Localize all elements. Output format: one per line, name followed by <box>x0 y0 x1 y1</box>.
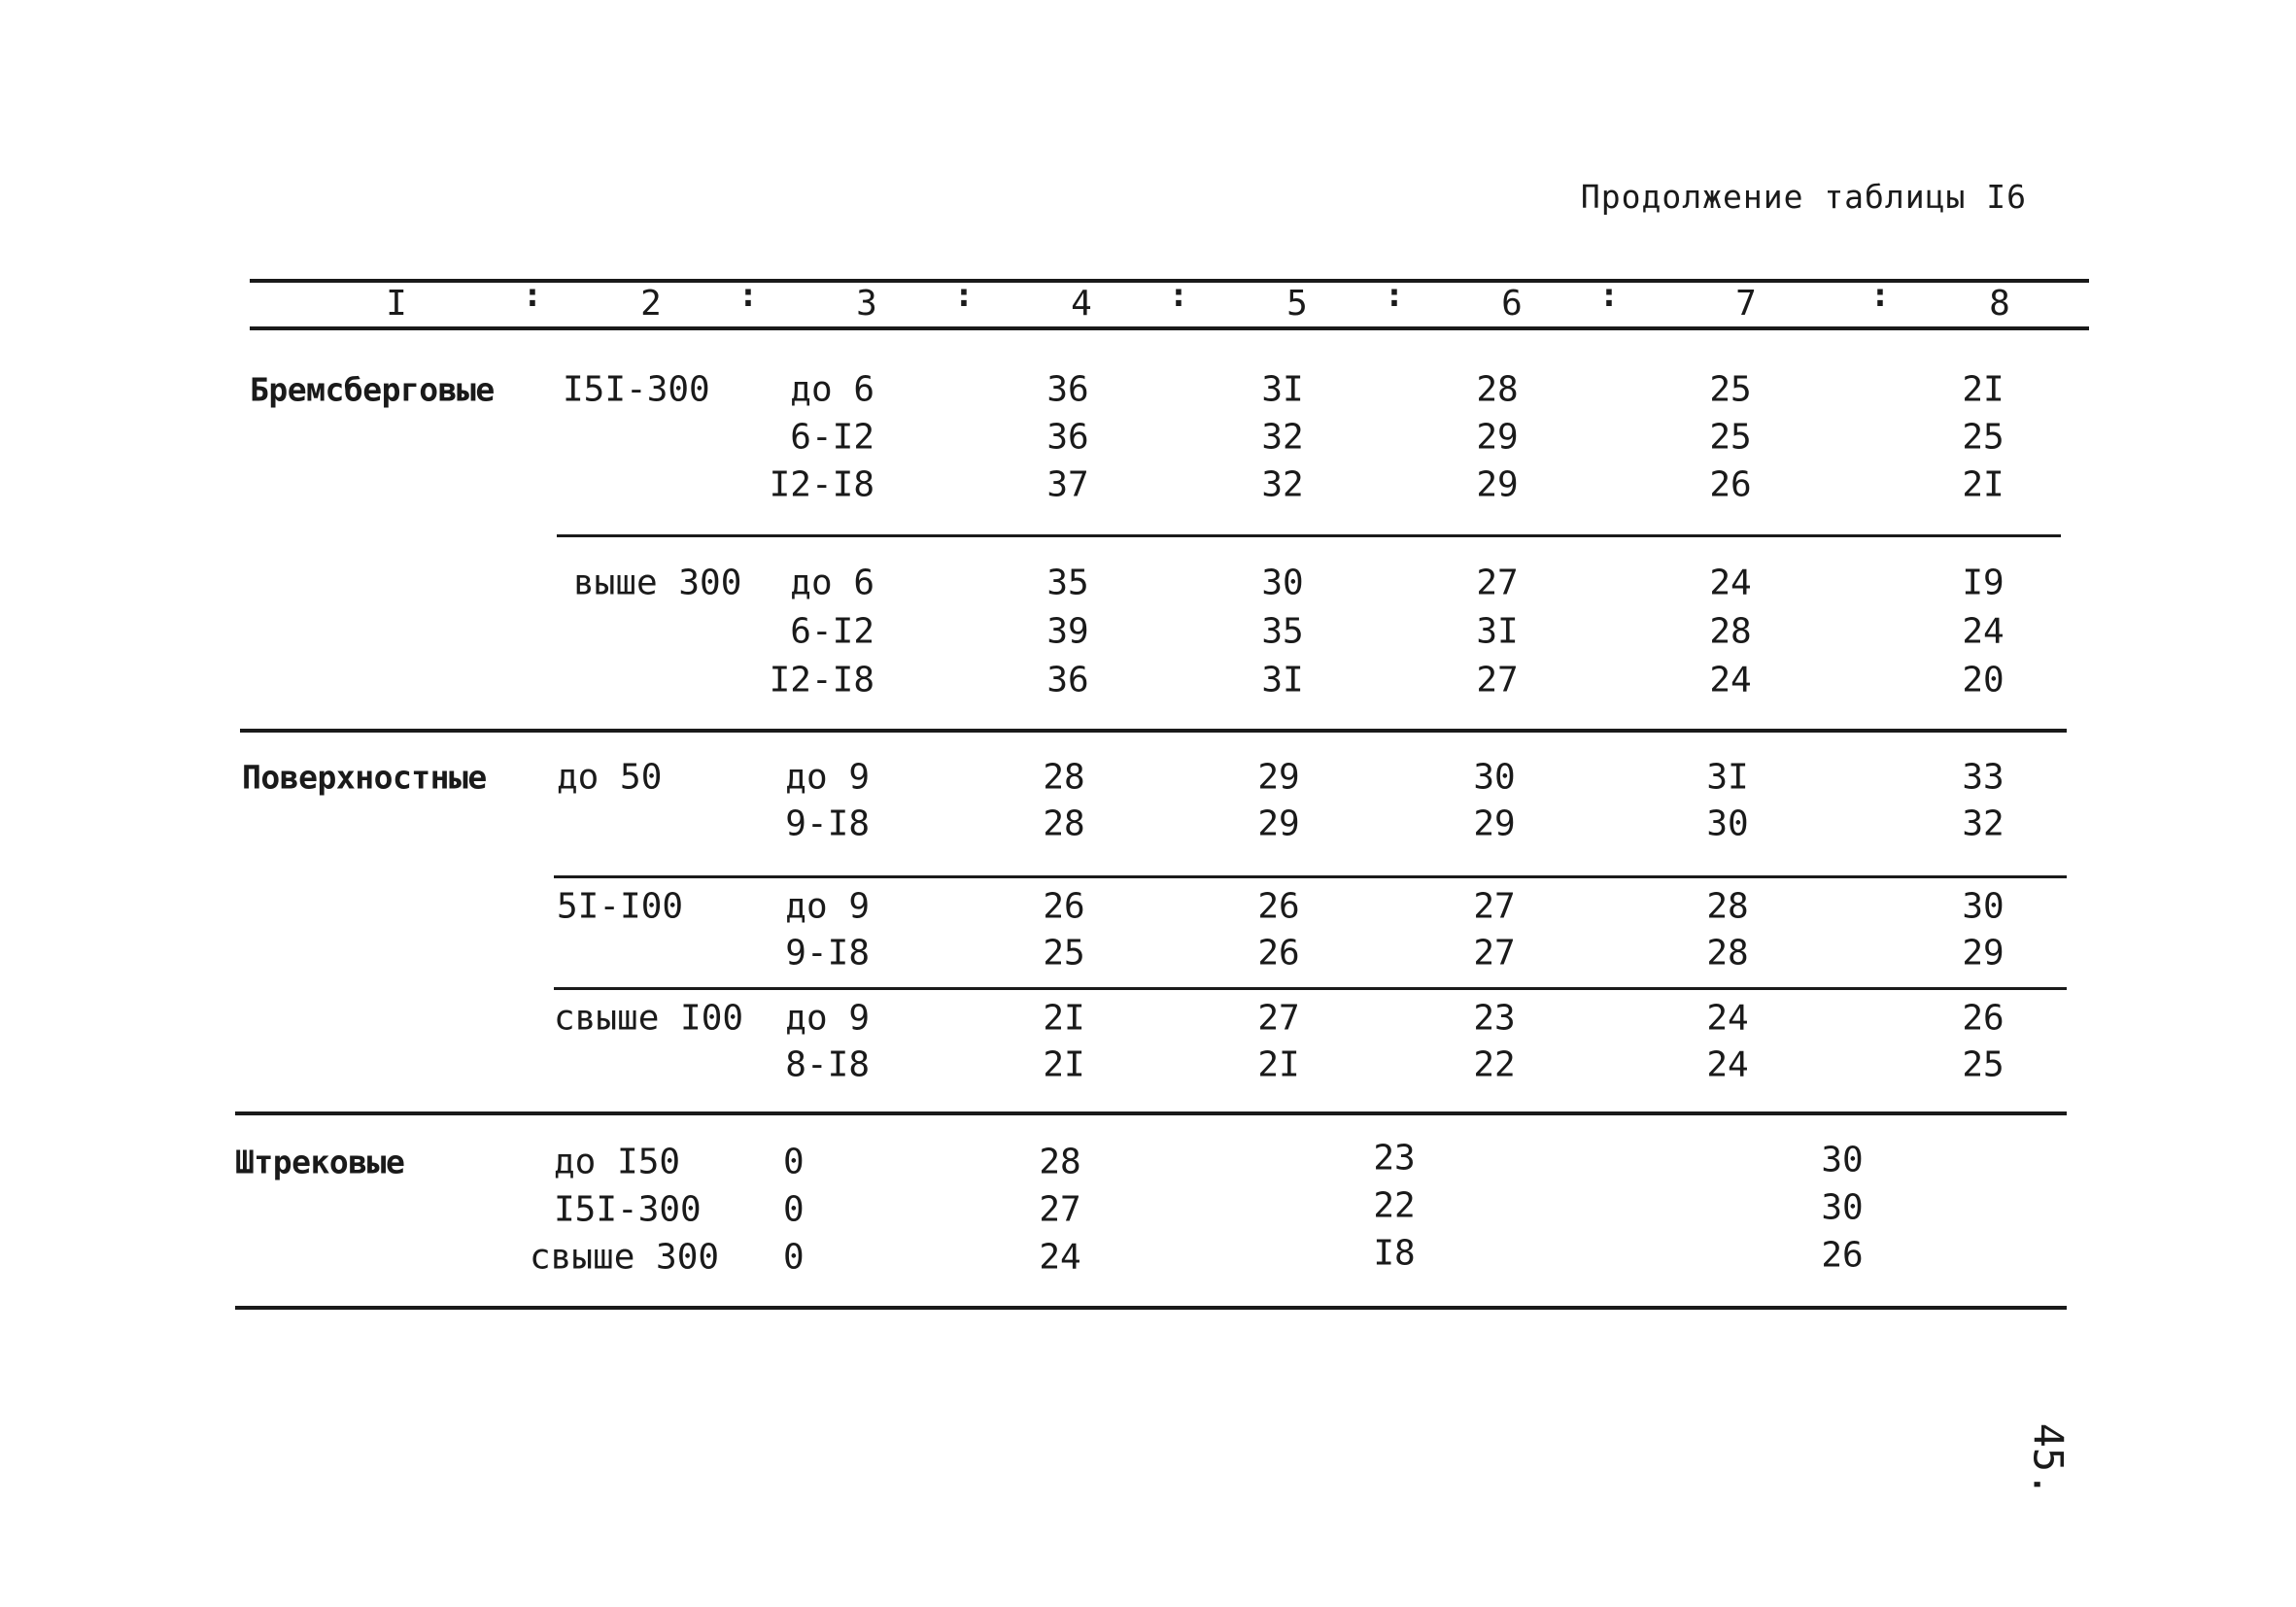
column-header-2: 2 <box>640 284 662 324</box>
section-divider <box>240 729 2067 733</box>
table-cell: 27 <box>1473 933 1516 974</box>
table-cell: 25 <box>1709 369 1752 410</box>
header-separator: : <box>1384 276 1405 315</box>
header-separator: : <box>1869 276 1891 315</box>
range-label: I5I-300 <box>563 369 710 410</box>
table-cell: 28 <box>1706 886 1749 927</box>
table-cell: 2I <box>1962 369 2005 410</box>
table-cell: 26 <box>1257 886 1300 927</box>
table-cell: до 6 <box>790 369 874 410</box>
table-cell: 24 <box>1039 1237 1081 1278</box>
table-cell: 8-I8 <box>785 1044 870 1085</box>
table-cell: 39 <box>1046 611 1089 652</box>
column-header-7: 7 <box>1735 284 1757 324</box>
table-cell: 28 <box>1039 1142 1081 1182</box>
table-cell: 36 <box>1046 660 1089 701</box>
table-cell: 35 <box>1261 611 1304 652</box>
table-cell: 27 <box>1257 998 1300 1039</box>
table-cell: 28 <box>1709 611 1752 652</box>
table-cell: 28 <box>1043 757 1085 798</box>
table-cell: 26 <box>1821 1235 1864 1276</box>
header-separator: : <box>1168 276 1189 315</box>
table-cell: 2I <box>1043 1044 1085 1085</box>
header-bottom-rule <box>250 326 2089 330</box>
table-cell: 26 <box>1709 464 1752 505</box>
table-cell: 6-I2 <box>790 611 874 652</box>
table-cell: 9-I8 <box>785 933 870 974</box>
table-cell: 29 <box>1962 933 2005 974</box>
table-cell: 0 <box>783 1237 805 1278</box>
category-label: Поверхностные <box>242 758 487 797</box>
category-label: Штрековые <box>235 1143 405 1181</box>
table-cell: 36 <box>1046 369 1089 410</box>
table-cell: 27 <box>1473 886 1516 927</box>
category-label: Бремсберговые <box>250 370 495 409</box>
table-cell: 23 <box>1373 1138 1416 1179</box>
table-cell: 20 <box>1962 660 2005 701</box>
page-number: 45. <box>2024 1422 2073 1497</box>
table-cell: 27 <box>1476 660 1519 701</box>
table-cell: 2I <box>1962 464 2005 505</box>
table-cell: I2-I8 <box>769 660 874 701</box>
header-separator: : <box>1598 276 1620 315</box>
table-cell: до 9 <box>785 757 870 798</box>
table-cell: 35 <box>1046 563 1089 603</box>
table-cell: 6-I2 <box>790 417 874 458</box>
group-divider <box>557 534 2061 537</box>
table-cell: 30 <box>1962 886 2005 927</box>
table-cell: 22 <box>1373 1185 1416 1226</box>
table-cell: 30 <box>1473 757 1516 798</box>
table-cell: 26 <box>1962 998 2005 1039</box>
table-cell: 29 <box>1476 464 1519 505</box>
table-cell: 24 <box>1706 1044 1749 1085</box>
table-cell: 23 <box>1473 998 1516 1039</box>
table-cell: 28 <box>1476 369 1519 410</box>
table-cell: до 9 <box>785 886 870 927</box>
table-cell: 28 <box>1043 804 1085 844</box>
header-separator: : <box>737 276 759 315</box>
table-cell: 26 <box>1257 933 1300 974</box>
table-cell: 2I <box>1043 998 1085 1039</box>
table-cell: 2I <box>1257 1044 1300 1085</box>
table-cell: 3I <box>1706 757 1749 798</box>
table-cell: 3I <box>1261 369 1304 410</box>
table-cell: 25 <box>1709 417 1752 458</box>
table-cell: 3I <box>1476 611 1519 652</box>
table-cell: 27 <box>1039 1189 1081 1230</box>
table-cell: 0 <box>783 1142 805 1182</box>
table-cell: 29 <box>1257 804 1300 844</box>
group-divider <box>554 987 2067 990</box>
column-header-3: 3 <box>856 284 877 324</box>
range-label: до 50 <box>557 757 663 798</box>
table-cell: I9 <box>1962 563 2005 603</box>
table-cell: до 6 <box>790 563 874 603</box>
column-header-8: 8 <box>1989 284 2010 324</box>
table-cell: 22 <box>1473 1044 1516 1085</box>
table-cell: 24 <box>1709 563 1752 603</box>
table-bottom-rule <box>235 1306 2067 1310</box>
table-cell: 24 <box>1709 660 1752 701</box>
column-header-1: I <box>386 284 407 324</box>
table-cell: 32 <box>1962 804 2005 844</box>
table-cell: 3I <box>1261 660 1304 701</box>
column-header-6: 6 <box>1501 284 1523 324</box>
table-cell: I8 <box>1373 1233 1416 1274</box>
table-cell: 36 <box>1046 417 1089 458</box>
section-divider <box>235 1111 2067 1115</box>
table-cell: 30 <box>1821 1187 1864 1228</box>
table-cell: 27 <box>1476 563 1519 603</box>
table-cell: 28 <box>1706 933 1749 974</box>
table-cell: 29 <box>1257 757 1300 798</box>
header-separator: : <box>522 276 543 315</box>
table-cell: I2-I8 <box>769 464 874 505</box>
table-cell: 32 <box>1261 417 1304 458</box>
table-cell: 24 <box>1962 611 2005 652</box>
table-cell: 33 <box>1962 757 2005 798</box>
table-cell: 29 <box>1476 417 1519 458</box>
header-separator: : <box>953 276 975 315</box>
range-label: выше 300 <box>573 563 742 603</box>
table-cell: 24 <box>1706 998 1749 1039</box>
column-header-4: 4 <box>1071 284 1092 324</box>
range-label: 5I-I00 <box>557 886 684 927</box>
table-cell: 26 <box>1043 886 1085 927</box>
table-cell: 25 <box>1962 417 2005 458</box>
group-divider <box>554 875 2067 878</box>
column-header-5: 5 <box>1286 284 1308 324</box>
table-cell: 9-I8 <box>785 804 870 844</box>
range-label: свыше I00 <box>554 998 744 1039</box>
table-cell: 32 <box>1261 464 1304 505</box>
table-cell: до 9 <box>785 998 870 1039</box>
table-cell: 0 <box>783 1189 805 1230</box>
table-cell: 30 <box>1821 1140 1864 1180</box>
table-cell: 30 <box>1261 563 1304 603</box>
table-cell: I5I-300 <box>554 1189 702 1230</box>
table-cell: 30 <box>1706 804 1749 844</box>
table-cell: 37 <box>1046 464 1089 505</box>
table-cell: 25 <box>1043 933 1085 974</box>
table-cell: свыше 300 <box>530 1237 720 1278</box>
table-cell: 25 <box>1962 1044 2005 1085</box>
table-caption: Продолжение таблицы I6 <box>1580 178 2027 216</box>
table-cell: 29 <box>1473 804 1516 844</box>
table-cell: до I50 <box>554 1142 681 1182</box>
